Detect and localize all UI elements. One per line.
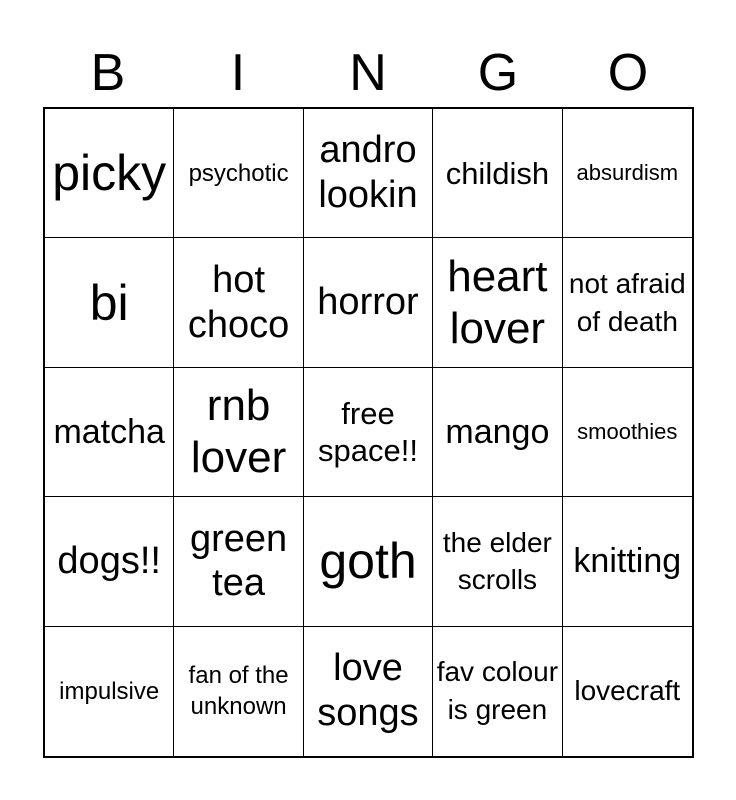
cell-label: free space!!: [318, 395, 418, 468]
bingo-cell-r2c4[interactable]: [433, 238, 562, 367]
cell-label: the elder scrolls: [442, 526, 552, 596]
bingo-grid: [43, 107, 694, 758]
bingo-cell-r1c3[interactable]: [304, 109, 433, 238]
bingo-header: [43, 40, 693, 106]
cell-label: bi: [89, 274, 129, 331]
cell-label: rnb lover: [190, 381, 287, 482]
bingo-cell-r5c5[interactable]: [563, 627, 692, 756]
cell-label: goth: [319, 533, 417, 590]
header-letter-n: N: [349, 44, 387, 102]
cell-label: psychotic: [188, 159, 289, 187]
cell-label: andro lookin: [318, 129, 418, 217]
bingo-cell-r5c4[interactable]: [433, 627, 562, 756]
cell-label: smoothies: [577, 418, 678, 444]
header-letter-i: I: [230, 44, 246, 102]
header-letter-g: G: [477, 44, 519, 102]
header-letter-b: B: [90, 44, 126, 102]
bingo-cell-r5c1[interactable]: [45, 627, 174, 756]
bingo-cell-r4c2[interactable]: [174, 497, 303, 626]
cell-label: fan of the unknown: [188, 662, 289, 721]
cell-label: love songs: [317, 647, 419, 735]
bingo-cell-r2c2[interactable]: [174, 238, 303, 367]
cell-label: not afraid of death: [568, 267, 686, 337]
bingo-cell-r2c3[interactable]: [304, 238, 433, 367]
bingo-cell-r1c4[interactable]: [433, 109, 562, 238]
cell-label: impulsive: [59, 677, 160, 705]
bingo-cell-r2c5[interactable]: [563, 238, 692, 367]
bingo-cell-r5c2[interactable]: [174, 627, 303, 756]
cell-label: matcha: [53, 412, 165, 451]
bingo-cell-r4c1[interactable]: [45, 497, 174, 626]
cell-label: dogs!!: [57, 539, 161, 582]
bingo-cell-r3c2[interactable]: [174, 368, 303, 497]
cell-label: heart lover: [447, 251, 548, 353]
bingo-cell-r4c5[interactable]: [563, 497, 692, 626]
bingo-cell-r4c3[interactable]: [304, 497, 433, 626]
cell-label: fav colour is green: [436, 656, 559, 726]
bingo-cell-r1c5[interactable]: [563, 109, 692, 238]
bingo-cell-r4c4[interactable]: [433, 497, 562, 626]
bingo-cell-r3c4[interactable]: [433, 368, 562, 497]
bingo-cell-free-space[interactable]: [304, 368, 433, 497]
bingo-cell-r3c1[interactable]: [45, 368, 174, 497]
bingo-cell-r1c2[interactable]: [174, 109, 303, 238]
cell-label: knitting: [573, 542, 682, 581]
cell-label: green tea: [189, 517, 288, 605]
bingo-cell-r2c1[interactable]: [45, 238, 174, 367]
bingo-cell-r1c1[interactable]: [45, 109, 174, 238]
cell-label: picky: [52, 145, 167, 202]
cell-label: lovecraft: [574, 675, 681, 707]
cell-label: mango: [445, 412, 550, 451]
cell-label: hot choco: [187, 258, 290, 346]
cell-label: childish: [445, 155, 550, 191]
bingo-cell-r5c3[interactable]: [304, 627, 433, 756]
cell-label: absurdism: [576, 159, 679, 185]
bingo-cell-r3c5[interactable]: [563, 368, 692, 497]
header-letter-o: O: [607, 44, 649, 102]
cell-label: horror: [317, 281, 419, 324]
